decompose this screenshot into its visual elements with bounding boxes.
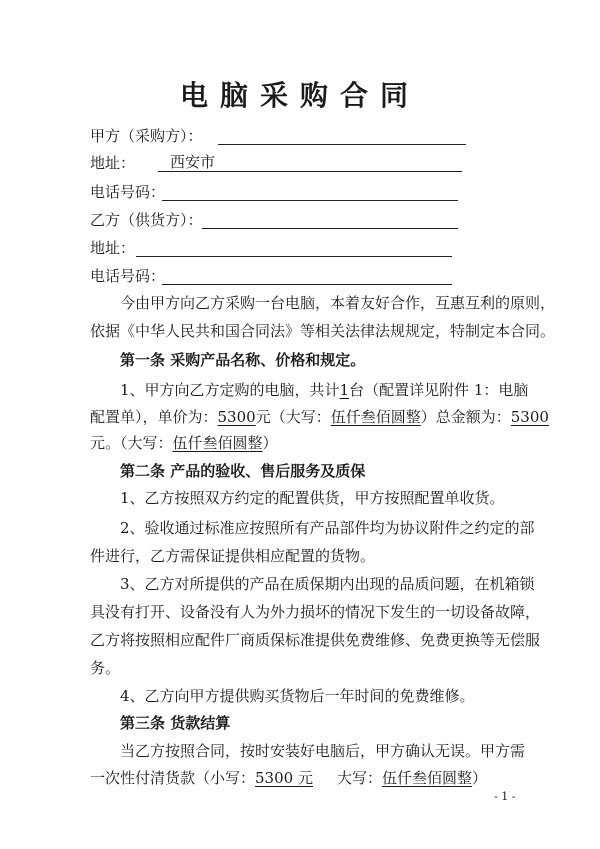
article2-heading: 第二条 产品的验收、售后服务及质保 — [120, 462, 366, 480]
phone-a-blank — [162, 200, 458, 201]
article2-item-3-line-4: 务。 — [90, 659, 121, 677]
phone-b-blank — [162, 284, 452, 285]
unit-price-upper: 伍仟叁佰圆整 — [330, 408, 421, 426]
address-a-label: 地址： — [90, 154, 136, 172]
article2-item-4: 4、乙方向甲方提供购买货物后一年时间的免费维修。 — [120, 687, 475, 705]
intro-line-2: 依据《中华人民共和国合同法》等相关法律法规规定，特制定本合同。 — [90, 322, 556, 340]
article3-line-2: 一次性付清货款（小写：5300 元 大写：伍仟叁佰圆整） — [90, 769, 488, 787]
total-value: 5300 — [510, 408, 549, 426]
intro-line-1: 今由甲方向乙方采购一台电脑，本着友好合作，互惠互利的原则， — [120, 294, 556, 312]
party-b-label: 乙方（供货方）： — [90, 211, 203, 229]
article2-item-2-line-2: 件进行，乙方需保证提供相应配置的货物。 — [90, 547, 376, 565]
article2-item-3-line-1: 3、乙方对所提供的产品在质保期内出现的品质问题，在机箱锁 — [120, 575, 535, 593]
phone-a-label: 电话号码： — [90, 183, 166, 201]
party-b-blank — [202, 228, 458, 229]
address-b-blank — [136, 256, 452, 257]
document-title: 电脑采购合同 — [179, 79, 420, 112]
party-a-blank — [218, 144, 466, 145]
unit-price-value: 5300 — [217, 408, 256, 426]
address-a-value: 西安市 — [170, 153, 216, 171]
article1-line-1: 1、甲方向乙方定购的电脑，共计1台（配置详见附件 1：电脑 — [120, 381, 529, 399]
address-a-blank — [158, 171, 462, 172]
article2-item-3-line-3: 乙方将按照相应配件厂商质保标准提供免费维修、免费更换等无偿服 — [90, 631, 541, 649]
total-upper: 伍仟叁佰圆整 — [172, 434, 263, 452]
address-b-label: 地址： — [90, 239, 136, 257]
quantity-value: 1 — [339, 381, 350, 399]
article1-line-3: 元。（大写：伍仟叁佰圆整） — [90, 434, 278, 452]
phone-b-label: 电话号码： — [90, 267, 166, 285]
article2-item-3-line-2: 具没有打开、设备没有人为外力损坏的情况下发生的一切设备故障， — [90, 603, 541, 621]
article3-line-1: 当乙方按照合同，按时安装好电脑后，甲方确认无误。甲方需 — [120, 742, 526, 760]
party-a-label: 甲方（采购方）： — [90, 127, 203, 145]
article1-line-2: 配置单），单价为：5300元（大写：伍仟叁佰圆整）总金额为：5300 — [90, 408, 549, 426]
article2-item-1: 1、乙方按照双方约定的配置供货，甲方按照配置单收货。 — [120, 489, 505, 507]
payment-amount-upper: 伍仟叁佰圆整 — [381, 769, 472, 787]
article1-heading: 第一条 采购产品名称、价格和规定。 — [120, 351, 366, 369]
article2-item-2-line-1: 2、验收通过标准应按照所有产品部件均为协议附件之约定的部 — [120, 519, 535, 537]
page-number: - 1 - — [494, 790, 516, 803]
article3-heading: 第三条 货款结算 — [120, 714, 231, 732]
payment-amount: 5300 元 — [255, 769, 313, 787]
